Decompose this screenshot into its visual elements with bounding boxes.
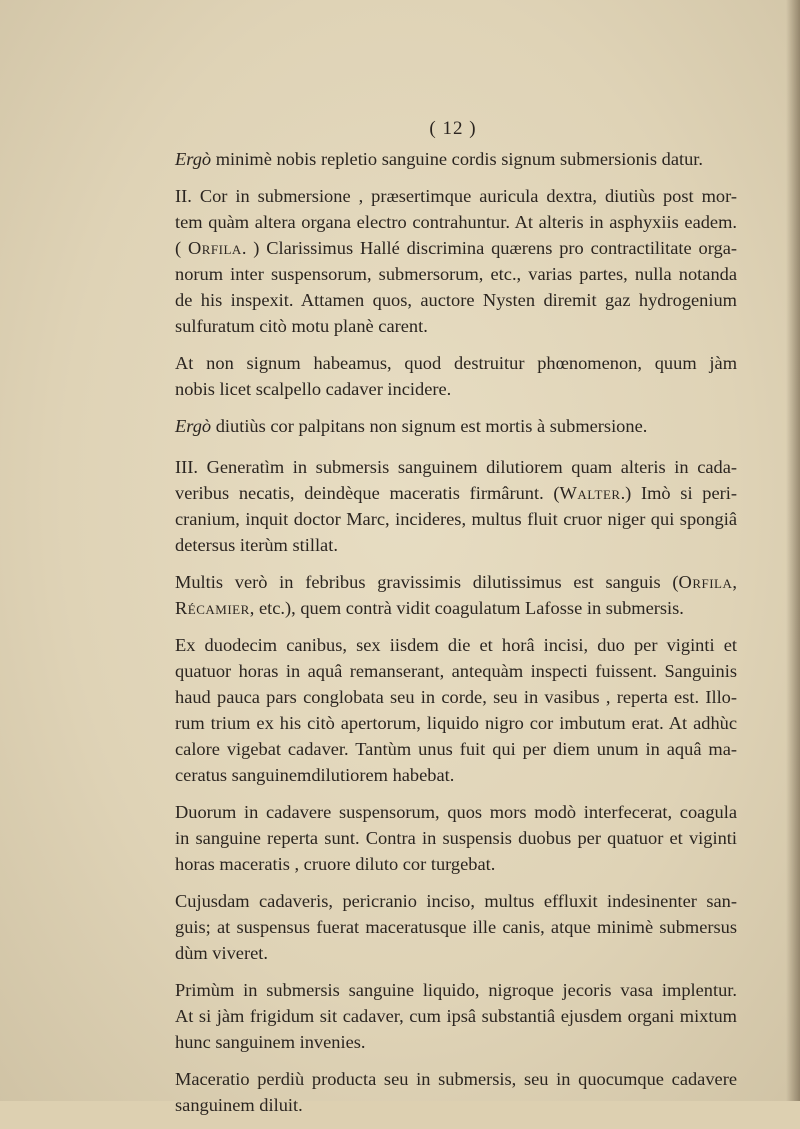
text-line: Ex duodecim canibus, sex iisdem die et horâ incisi, duo per viginti et — [175, 635, 737, 655]
text-line: sulfuratum citò motu planè carent. — [175, 316, 428, 336]
text-line: ( Orfila. ) Clarissimus Hallé discrimina quærens pro contractilitate orga- — [175, 238, 738, 258]
text-line: horas maceratis , cruore diluto cor turgebat. — [175, 854, 496, 874]
text-line: Duorum in cadavere suspensorum, quos mors modò interfecerat, coagula — [175, 802, 737, 822]
paragraph-2 — [155, 183, 737, 339]
paragraph-5 — [155, 454, 737, 558]
text-line: Ergò minimè nobis repletio sanguine cordis signum submersionis datur. — [175, 149, 704, 169]
text-line: At si jàm frigidum sit cadaver, cum ipsâ substantiâ ejusdem organi mixtum — [175, 1006, 737, 1026]
text-line: Cujusdam cadaveris, pericranio inciso, multus effluxit indesinenter san- — [175, 891, 737, 911]
text-line: quatuor horas in aquâ remanserant, antequàm inspecti fuissent. Sanguinis — [175, 661, 737, 681]
text-block — [155, 118, 737, 1129]
paragraph-6 — [155, 569, 737, 621]
text-line: hunc sanguinem invenies. — [175, 1032, 366, 1052]
text-line: in sanguine reperta sunt. Contra in suspensis duobus per quatuor et viginti — [175, 828, 737, 848]
text-line: tem quàm altera organa electro contrahuntur. At alteris in asphyxiis eadem. — [175, 212, 737, 232]
text-line: ceratus sanguinemdilutiorem habebat. — [175, 765, 455, 785]
text-line: Récamier, etc.), quem contrà vidit coagulatum Lafosse in submersis. — [175, 598, 684, 618]
text-line: haud pauca pars conglobata seu in corde, seu in vasibus , reperta est. Illo- — [175, 687, 737, 707]
text-line: dùm viveret. — [175, 943, 268, 963]
text-line: Primùm in submersis sanguine liquido, nigroque jecoris vasa implentur. — [175, 980, 737, 1000]
text-line: calore vigebat cadaver. Tantùm unus fuit qui per diem unum in aquâ ma- — [175, 739, 737, 759]
text-line: Ergò diutiùs cor palpitans non signum est mortis à submersione. — [175, 416, 648, 436]
paragraph-3 — [155, 350, 737, 402]
text-line: de his inspexit. Attamen quos, auctore Nysten diremit gaz hydrogenium — [175, 290, 737, 310]
page-edge-shadow — [786, 0, 800, 1101]
text-line: nobis licet scalpello cadaver incidere. — [175, 379, 452, 399]
page-number: ( 12 ) — [429, 118, 477, 139]
text-line: At non signum habeamus, quod destruitur phœnomenon, quum jàm — [175, 353, 737, 373]
text-line: rum trium ex his citò apertorum, liquido nigro cor imbutum erat. At adhùc — [175, 713, 737, 733]
text-line: Maceratio perdiù producta seu in submersis, seu in quocumque cadavere — [175, 1069, 737, 1089]
paragraph-7 — [155, 632, 737, 788]
text-line: III. Generatìm in submersis sanguinem dilutiorem quam alteris in cada- — [175, 457, 737, 477]
paragraph-11 — [155, 1066, 737, 1118]
text-line: II. Cor in submersione , præsertimque auricula dextra, diutiùs post mor- — [175, 186, 737, 206]
paragraph-1 — [155, 146, 737, 172]
paragraph-4 — [155, 413, 737, 439]
text-line: cranium, inquit doctor Marc, incideres, multus fluit cruor niger qui spongiâ — [175, 509, 737, 529]
text-line: veribus necatis, deindèque maceratis firmârunt. (Walter.) Imò si peri- — [175, 483, 737, 503]
text-line: guis; at suspensus fuerat maceratusque ille canis, atque minimè submersus — [175, 917, 737, 937]
text-line: sanguinem diluit. — [175, 1095, 303, 1115]
text-line: detersus iterùm stillat. — [175, 535, 338, 555]
paragraph-10 — [155, 977, 737, 1055]
paragraph-8 — [155, 799, 737, 877]
text-line: Multis verò in febribus gravissimis dilutissimus est sanguis (Orfila, — [175, 572, 737, 592]
text-line: norum inter suspensorum, submersorum, etc., varias partes, nulla notanda — [175, 264, 737, 284]
paragraph-9 — [155, 888, 737, 966]
